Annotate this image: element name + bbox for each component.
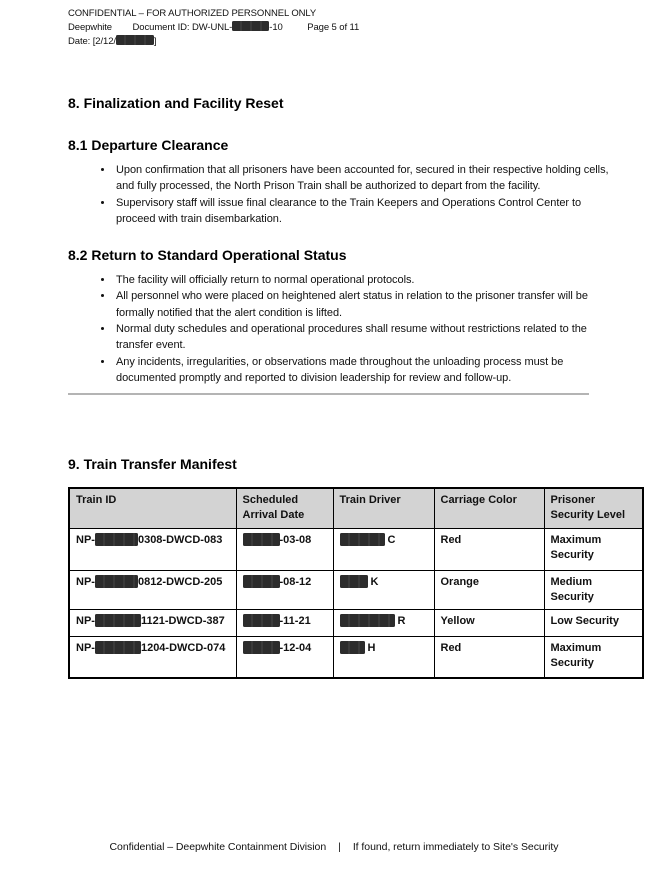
org-name: Deepwhite <box>68 22 112 33</box>
cell-security-level: Medium Security <box>544 570 643 609</box>
cell-carriage-color: Red <box>434 636 544 678</box>
redaction-bar <box>243 533 280 546</box>
cell-driver: R <box>333 609 434 636</box>
redaction-bar <box>116 35 154 45</box>
redaction-bar <box>243 575 280 588</box>
footer-return-notice: If found, return immediately to Site's Security <box>352 841 559 853</box>
subsection-8-1-title: 8.1 Departure Clearance <box>68 137 229 153</box>
manifest-table <box>68 487 644 679</box>
redaction-bar <box>243 641 280 654</box>
cell-arrival-date: -12-04 <box>236 636 333 678</box>
cell-arrival-date: -08-12 <box>236 570 333 609</box>
section-8-title: 8. Finalization and Facility Reset <box>68 95 284 111</box>
section-finalization <box>68 94 613 386</box>
classification-banner: CONFIDENTIAL – FOR AUTHORIZED PERSONNEL ONLY <box>68 8 317 19</box>
page-number: Page 5 of 11 <box>307 22 360 33</box>
column-header: Carriage Color <box>434 488 544 528</box>
cell-arrival-date: -11-21 <box>236 609 333 636</box>
footer-confidential-label: Confidential – Deepwhite Containment Division <box>109 841 327 853</box>
footer-separator: | <box>338 841 341 853</box>
table-header-row <box>69 488 643 528</box>
redaction-bar <box>243 614 280 627</box>
column-header: Scheduled Arrival Date <box>236 488 333 528</box>
list-item: • All personnel who were placed on heightened alert status in relation to the prisoner transfer will be formally notified that the alert condition is lifted. <box>114 288 613 321</box>
cell-security-level: Low Security <box>544 609 643 636</box>
table-row <box>69 636 643 678</box>
redaction-bar <box>340 575 368 588</box>
section-9-title: 9. Train Transfer Manifest <box>68 456 237 472</box>
cell-train-id: NP- 1204-DWCD-074 <box>69 636 236 678</box>
redaction-bar <box>340 614 395 627</box>
list-item: • The facility will officially return to normal operational protocols. <box>114 272 613 288</box>
document-header <box>68 7 359 49</box>
cell-train-id: NP- 0308-DWCD-083 <box>69 528 236 570</box>
list-item: • Normal duty schedules and operational procedures shall resume without restrictions related to the transfer event. <box>114 321 613 354</box>
cell-train-id: NP- 1121-DWCD-387 <box>69 609 236 636</box>
cell-security-level: Maximum Security <box>544 636 643 678</box>
cell-carriage-color: Yellow <box>434 609 544 636</box>
table-body <box>69 528 643 678</box>
subsection-8-2-title: 8.2 Return to Standard Operational Status <box>68 247 347 264</box>
cell-driver: C <box>333 528 434 570</box>
redaction-bar <box>95 614 141 627</box>
section-divider <box>68 393 589 395</box>
column-header: Prisoner Security Level <box>544 488 643 528</box>
table-row <box>69 570 643 609</box>
redaction-bar <box>95 533 138 546</box>
list-item: • Upon confirmation that all prisoners have been accounted for, secured in their respective holding cells, and fully processed, the North Prison Train shall be authorized to depart from the facility. <box>114 162 613 195</box>
column-header: Train ID <box>69 488 236 528</box>
cell-driver: K <box>333 570 434 609</box>
cell-security-level: Maximum Security <box>544 528 643 570</box>
table-row <box>69 528 643 570</box>
column-header: Train Driver <box>333 488 434 528</box>
cell-arrival-date: -03-08 <box>236 528 333 570</box>
cell-driver: H <box>333 636 434 678</box>
redaction-bar <box>340 641 365 654</box>
redaction-bar <box>340 533 385 546</box>
redaction-bar <box>95 575 138 588</box>
cell-carriage-color: Red <box>434 528 544 570</box>
list-item: • Any incidents, irregularities, or observations made throughout the unloading process must be documented promptly and reported to division leadership for review and follow-up. <box>114 354 613 387</box>
list-item: • Supervisory staff will issue final clearance to the Train Keepers and Operations Control Center to proceed with train disembarkation. <box>114 195 613 228</box>
table-row <box>69 609 643 636</box>
redaction-bar <box>232 21 269 31</box>
document-footer <box>0 841 668 853</box>
operational-status-list <box>68 272 613 386</box>
document-meta-row <box>68 21 359 35</box>
document-date: Date: [2/12/ ] <box>68 36 157 47</box>
cell-carriage-color: Orange <box>434 570 544 609</box>
document-id: Document ID: DW-UNL- -10 <box>132 22 283 33</box>
section-train-manifest <box>68 455 626 679</box>
redaction-bar <box>95 641 141 654</box>
departure-clearance-list <box>68 162 613 227</box>
cell-train-id: NP- 0812-DWCD-205 <box>69 570 236 609</box>
